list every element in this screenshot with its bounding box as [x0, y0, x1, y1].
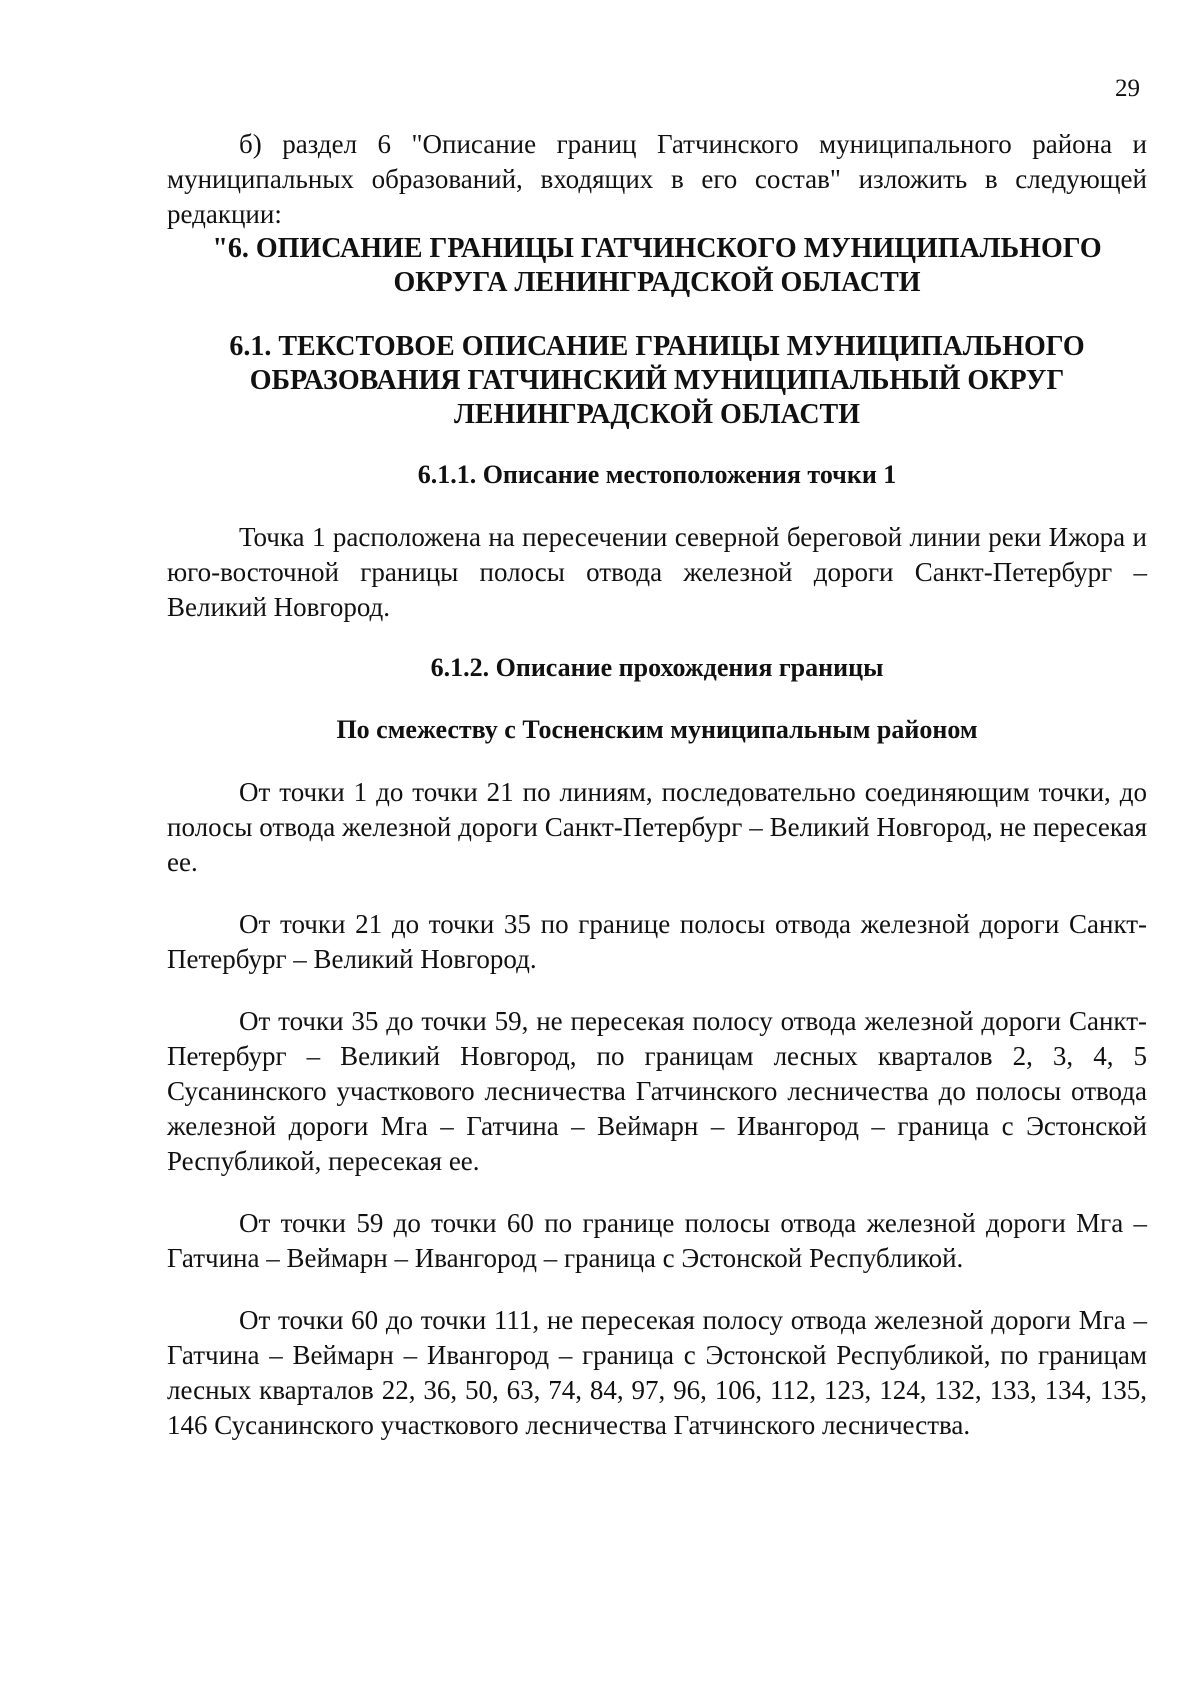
page-number: 29 [1115, 75, 1140, 102]
intro-paragraph: б) раздел 6 "Описание границ Гатчинского муниципального района и муниципальных образований, входящих в его состав" изложить в следующей редакции: [167, 129, 1147, 229]
boundary-paragraph: От точки 60 до точки 111, не пересекая полосу отвода железной дороги Мга – Гатчина – Веймарн – Ивангород – граница с Эстонской Республикой, по границам лесных кварталов 22, 36, 50, 63, 74, 84, 97, 96, 106, 112, 123, 124, 132, 133, 134, 135, 146 Сусанинского участкового лесничества Гатчинского лесничества. [167, 1305, 1147, 1440]
boundary-paragraph: От точки 21 до точки 35 по границе полосы отвода железной дороги Санкт-Петербург – Великий Новгород. [167, 909, 1147, 974]
adjacency-heading: По смежеству с Тосненским муниципальным районом [336, 715, 978, 744]
document-body [167, 127, 1147, 1443]
section-title: "6. ОПИСАНИЕ ГРАНИЦЫ ГАТЧИНСКОГО МУНИЦИПАЛЬНОГО ОКРУГА ЛЕНИНГРАДСКОЙ ОБЛАСТИ [212, 233, 1102, 298]
boundary-paragraph: От точки 35 до точки 59, не пересекая полосу отвода железной дороги Санкт-Петербург – Великий Новгород, по границам лесных кварталов 2, 3, 4, 5 Сусанинского участкового лесничества Гатчинского лесничества до полосы отвода железной дороги Мга – Гатчина – Веймарн – Ивангород – граница с Эстонской Республикой, пересекая ее. [167, 1006, 1147, 1176]
boundary-paragraph: От точки 59 до точки 60 по границе полосы отвода железной дороги Мга – Гатчина – Веймарн – Ивангород – граница с Эстонской Республикой. [167, 1208, 1147, 1273]
subsection-title: 6.1. ТЕКСТОВОЕ ОПИСАНИЕ ГРАНИЦЫ МУНИЦИПАЛЬНОГО ОБРАЗОВАНИЯ ГАТЧИНСКИЙ МУНИЦИПАЛЬНЫЙ ОКРУГ ЛЕНИНГРАДСКОЙ ОБЛАСТИ [229, 331, 1085, 430]
boundary-paragraph: От точки 1 до точки 21 по линиям, последовательно соединяющим точки, до полосы отвода железной дороги Санкт-Петербург – Великий Новгород, не пересекая ее. [167, 777, 1147, 877]
point1-heading: 6.1.1. Описание местоположения точки 1 [417, 460, 897, 489]
route-heading: 6.1.2. Описание прохождения границы [430, 653, 884, 682]
point1-paragraph: Точка 1 расположена на пересечении северной береговой линии реки Ижора и юго-восточной границы полосы отвода железной дороги Санкт-Петербург – Великий Новгород. [167, 522, 1147, 622]
